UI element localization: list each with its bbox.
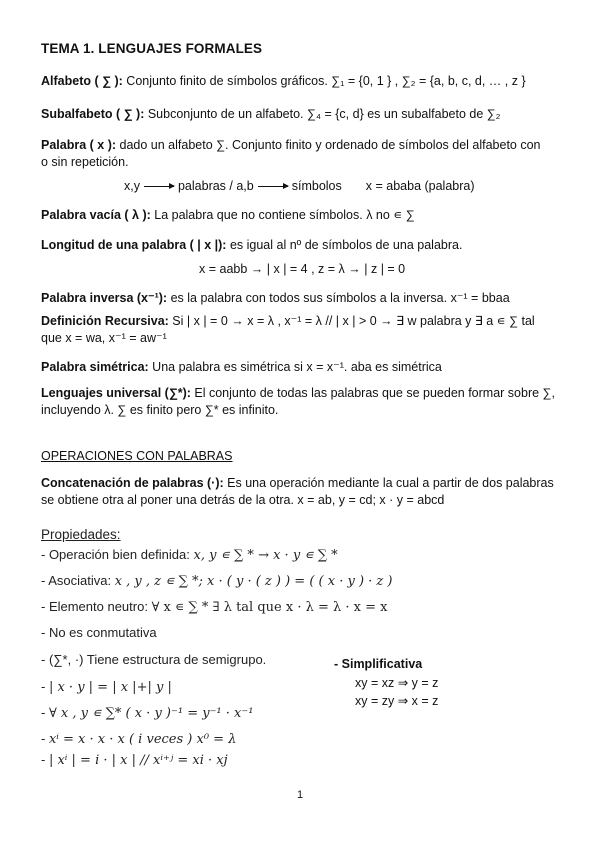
universal-definition	[41, 385, 555, 401]
propiedad-math: ∀ x , y ∊ ∑* ( x · y )⁻¹ = y⁻¹ · x⁻¹	[48, 706, 254, 721]
concatenacion-definition-cont: se obtiene otra al poner una detrás de la otra. x = ab, y = cd; x · y = abcd	[41, 493, 445, 507]
subalfabeto-definition	[41, 106, 501, 122]
propiedad-math: x, y ∊ ∑ * → x · y ∊ ∑ *	[193, 548, 338, 563]
longitud-example: x = aabb → | x | = 4 , z = λ → | z | = 0	[199, 262, 406, 276]
propiedad-math: x , y , z ∊ ∑ *; x · ( y · ( z ) ) = ( ( x · y ) · z )	[114, 574, 393, 589]
propiedad-item	[41, 652, 266, 668]
propiedad-item	[41, 752, 228, 769]
propiedad-item	[41, 547, 338, 564]
simetrica-term: Palabra simétrica:	[41, 360, 149, 374]
recursiva-definition	[41, 313, 535, 329]
palabra-text: dado un alfabeto ∑. Conjunto finito y ordenado de símbolos del alfabeto con	[116, 138, 541, 152]
universal-term: Lenguajes universal (∑*):	[41, 386, 191, 400]
page-title: TEMA 1. LENGUAJES FORMALES	[41, 41, 263, 56]
propiedad-item	[41, 705, 253, 722]
recursiva-definition-cont: que x = wa, x⁻¹ = aw⁻¹	[41, 331, 167, 345]
propiedad-label: - (∑*, ·) Tiene estructura de semigrupo.	[41, 652, 267, 667]
recursiva-text: Si | x | = 0 → x = λ , x⁻¹ = λ // | x | > 0 → ∃ w palabra y ∃ a ∊ ∑ tal	[168, 314, 535, 328]
longitud-term: Longitud de una palabra ( | x |):	[41, 238, 227, 252]
concatenacion-definition	[41, 475, 554, 491]
propiedad-label: -	[41, 731, 49, 746]
palabra-ex-xy: x,y	[124, 179, 140, 193]
alfabeto-text: Conjunto finito de símbolos gráficos. ∑₁ = {0, 1 } , ∑₂ = {a, b, c, d, … , z }	[122, 74, 526, 88]
vacia-term: Palabra vacía ( λ ):	[41, 208, 151, 222]
longitud-text: es igual al nº de símbolos de una palabra.	[226, 238, 463, 252]
vacia-definition	[41, 207, 415, 223]
propiedad-label: -	[41, 752, 49, 767]
propiedad-math: | xⁱ | = i · | x | // xⁱ⁺ʲ = xi · xj	[48, 753, 228, 768]
propiedad-math: xⁱ = x · x · x ( i veces ) x⁰ = λ	[48, 732, 237, 747]
longitud-definition	[41, 237, 462, 253]
palabra-definition	[41, 137, 541, 153]
propiedades-heading: Propiedades:	[41, 527, 121, 542]
page-number: 1	[296, 789, 304, 801]
universal-definition-cont: incluyendo λ. ∑ es finito pero ∑* es infinito.	[41, 403, 279, 417]
simetrica-text: Una palabra es simétrica si x = x⁻¹. aba es simétrica	[148, 360, 442, 374]
propiedad-label: - Elemento neutro:	[41, 599, 152, 614]
subalfabeto-term: Subalfabeto ( ∑ ):	[41, 107, 145, 121]
universal-text: El conjunto de todas las palabras que se pueden formar sobre ∑,	[190, 386, 555, 400]
palabra-definition-cont: o sin repetición.	[41, 155, 129, 169]
recursiva-term: Definición Recursiva:	[41, 314, 169, 328]
arrow-right-icon	[144, 186, 174, 187]
propiedad-item	[41, 679, 172, 696]
subalfabeto-text: Subconjunto de un alfabeto. ∑₄ = {c, d} es un subalfabeto de ∑₂	[144, 107, 501, 121]
inversa-term: Palabra inversa (x⁻¹):	[41, 291, 168, 305]
palabra-ex-words: palabras / a,b	[177, 179, 254, 193]
alfabeto-definition	[41, 73, 526, 89]
alfabeto-term: Alfabeto ( ∑ ):	[41, 74, 123, 88]
simplificativa-heading: - Simplificativa	[334, 657, 423, 671]
simplificativa-line: xy = xz ⇒ y = z	[355, 676, 439, 690]
propiedad-label: - Asociativa:	[41, 573, 115, 588]
palabra-ex-example: x = ababa (palabra)	[365, 179, 475, 193]
propiedad-item	[41, 625, 157, 641]
palabra-ex-symbols: símbolos	[291, 179, 342, 193]
propiedad-label: - No es conmutativa	[41, 625, 157, 640]
simetrica-definition	[41, 359, 442, 375]
palabra-example	[124, 178, 475, 194]
propiedad-item	[41, 573, 392, 590]
palabra-term: Palabra ( x ):	[41, 138, 117, 152]
propiedad-math: ∀ x ∊ ∑ * ∃ λ tal que x · λ = λ · x = x	[151, 600, 388, 615]
vacia-text: La palabra que no contiene símbolos. λ no ∊ ∑	[150, 208, 415, 222]
arrow-right-icon	[258, 186, 288, 187]
inversa-definition	[41, 290, 510, 306]
propiedad-label: -	[41, 705, 49, 720]
propiedad-math: | x · y | = | x |+| y |	[48, 680, 172, 695]
inversa-text: es la palabra con todos sus símbolos a la inversa. x⁻¹ = bbaa	[167, 291, 510, 305]
propiedad-label: -	[41, 679, 49, 694]
concatenacion-term: Concatenación de palabras (·):	[41, 476, 224, 490]
operaciones-heading: OPERACIONES CON PALABRAS	[41, 449, 233, 463]
concatenacion-text: Es una operación mediante la cual a partir de dos palabras	[223, 476, 554, 490]
simplificativa-line: xy = zy ⇒ x = z	[355, 694, 439, 708]
propiedad-item	[41, 599, 387, 616]
propiedad-label: - Operación bien definida:	[41, 547, 194, 562]
propiedad-item	[41, 731, 236, 748]
